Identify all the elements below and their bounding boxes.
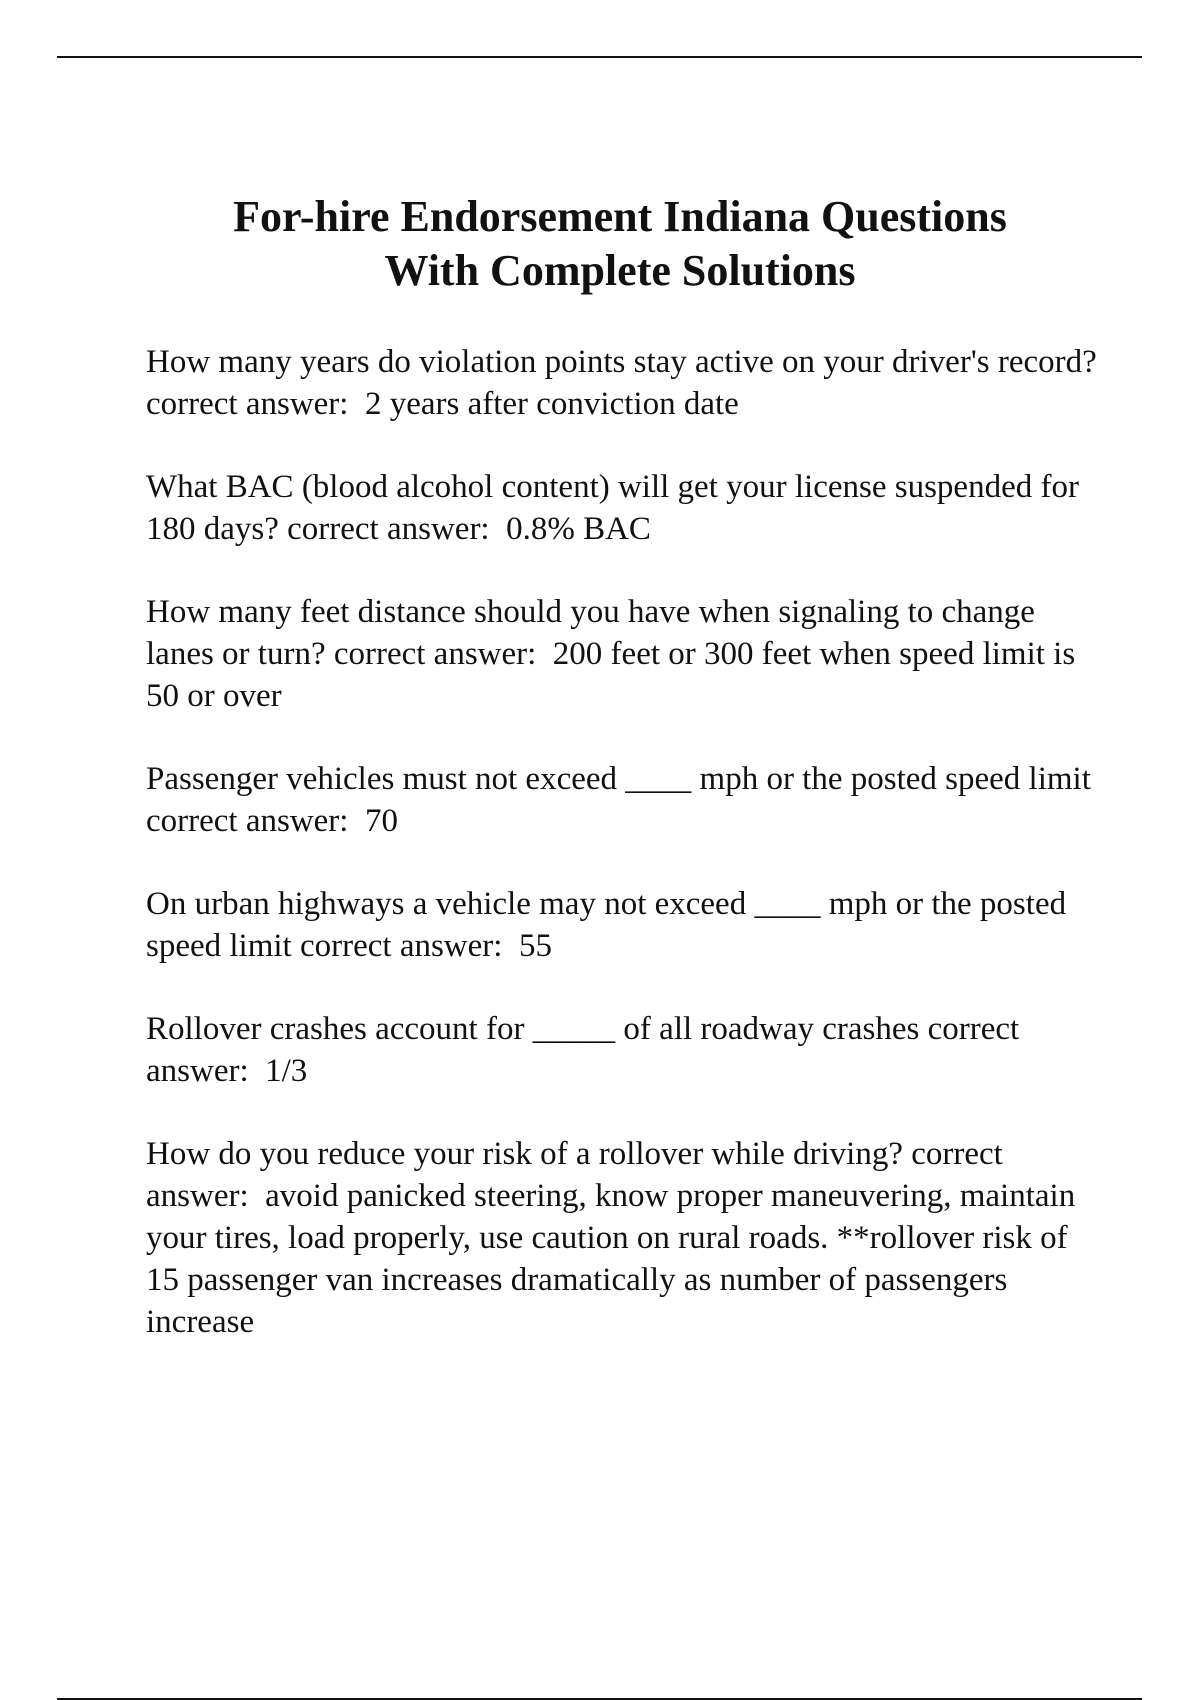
page-title (100, 190, 1140, 298)
title-line-1: For-hire Endorsement Indiana Questions (233, 192, 1007, 241)
top-rule (57, 56, 1142, 58)
question-list (146, 341, 1106, 1384)
question-item-3: How many feet distance should you have when signaling to change lanes or turn? correct answer: 200 feet or 300 feet when speed limit is 50 or over (146, 594, 1084, 714)
question-item-1: How many years do violation points stay active on your driver's record? correct answer: 2 years after conviction date (146, 344, 1106, 422)
question-item-6: Rollover crashes account for _____ of all roadway crashes correct answer: 1/3 (146, 1011, 1028, 1089)
question-item-4: Passenger vehicles must not exceed ____ mph or the posted speed limit correct answer: 70 (146, 761, 1100, 839)
title-line-2: With Complete Solutions (384, 246, 856, 295)
question-item-5: On urban highways a vehicle may not exceed ____ mph or the posted speed limit correct answer: 55 (146, 886, 1075, 964)
question-item-2: What BAC (blood alcohol content) will get your license suspended for 180 days? correct answer: 0.8% BAC (146, 469, 1088, 547)
question-item-7: How do you reduce your risk of a rollover while driving? correct answer: avoid panicked steering, know proper maneuvering, maintain your tires, load properly, use caution on rural roads. **rollover risk of 15 passenger van increases dramatically as number of passengers increase (146, 1136, 1084, 1340)
